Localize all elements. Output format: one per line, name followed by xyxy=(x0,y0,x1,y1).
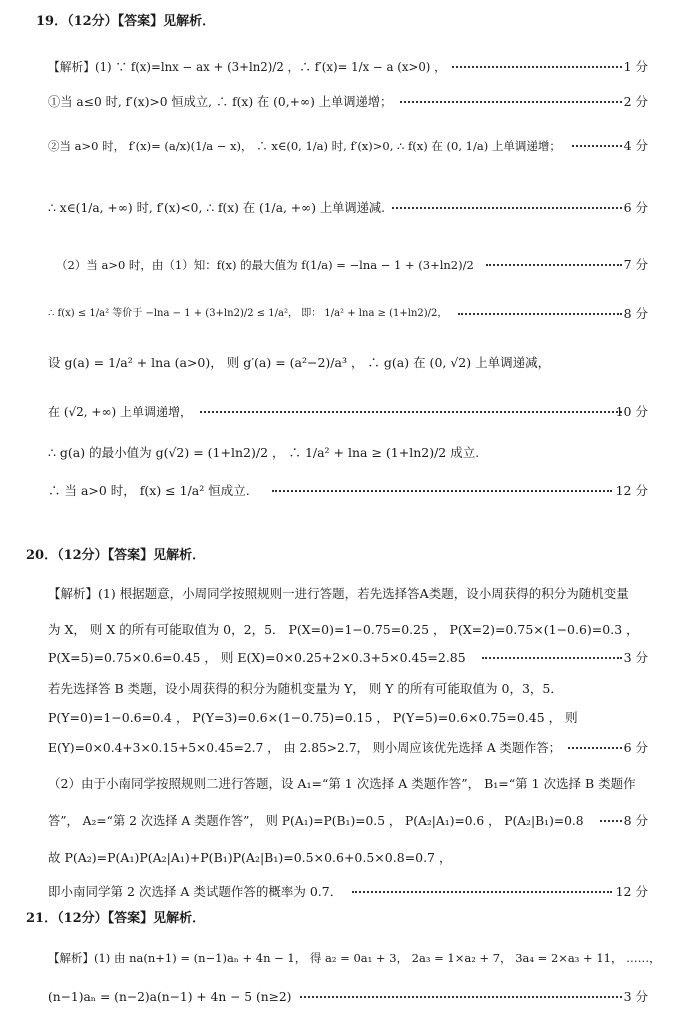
score-mark: 4 分 xyxy=(623,138,648,153)
problem-title-text: 21．（12分）【答案】见解析． xyxy=(26,911,206,926)
solution-text: ∴ x∈(1/a, +∞) 时, f′(x)<0, ∴ f(x) 在 (1/a, +∞) 上单调递减. xyxy=(48,201,386,215)
solution-text: ②当 a>0 时， f′(x)= (a/x)(1/a − x)， ∴ x∈(0, 1/a) 时, f′(x)>0, ∴ f(x) 在 (0, 1/a) 上单调递增； xyxy=(48,139,561,153)
problem-20-line-6 xyxy=(0,733,692,763)
solution-text: 【解析】(1) 由 na(n+1) = (n−1)aₙ + 4n − 1， 得 a₂ = 0a₁ + 3， 2a₃ = 1×a₂ + 7， 3a₄ = 2×a₃ + 11， ……， xyxy=(48,951,661,965)
solution-text: 在 (√2, +∞) 上单调递增， xyxy=(48,405,192,419)
problem-19-line-7 xyxy=(0,348,692,378)
problem-20-line-3 xyxy=(0,643,692,673)
solution-text: 为 X， 则 X 的所有可能取值为 0，2，5． P(X=0)=1−0.75=0.25 ， P(X=2)=0.75×(1−0.6)=0.3 ， xyxy=(48,622,639,637)
score-mark: 6 分 xyxy=(623,740,648,755)
solution-text: （2）由于小南同学按照规则二进行答题，设 A₁=“第 1 次选择 A 类题作答”， B₁=“第 1 次选择 B 类题作 xyxy=(48,776,636,791)
problem-19-line-4 xyxy=(0,193,692,223)
problem-20-line-4 xyxy=(0,674,692,704)
solution-text: ①当 a≤0 时, f′(x)>0 恒成立, ∴ f(x) 在 (0,+∞) 上单调递增； xyxy=(48,95,393,109)
score-mark: 10 分 xyxy=(615,404,648,419)
solution-text: 【解析】(1) 根据题意，小周同学按照规则一进行答题，若先选择答A类题，设小周获得的积分为随机变量 xyxy=(48,586,629,601)
problem-19-line-9 xyxy=(0,438,692,468)
problem-20-line-1 xyxy=(0,579,692,609)
solution-text: 故 P(A₂)=P(A₁)P(A₂|A₁)+P(B₁)P(A₂|B₁)=0.5×0.6+0.5×0.8=0.7 ， xyxy=(48,850,452,865)
problem-20-line-2 xyxy=(0,615,692,645)
solution-text: (n−1)aₙ = (n−2)a(n−1) + 4n − 5 (n≥2) xyxy=(48,990,292,1004)
dot-leader xyxy=(482,657,622,659)
problem-19-line-1 xyxy=(0,52,692,82)
problem-21-line-2 xyxy=(0,982,692,1012)
solution-text: 若先选择答 B 类题，设小周获得的积分为随机变量为 Y， 则 Y 的所有可能取值为 0，3，5． xyxy=(48,681,563,696)
solution-text: 即小南同学第 2 次选择 A 类试题作答的概率为 0.7． xyxy=(48,884,343,899)
problem-20-line-7 xyxy=(0,769,692,799)
problem-20-title xyxy=(0,541,692,571)
problem-21-title xyxy=(0,904,692,934)
problem-20-line-5 xyxy=(0,703,692,733)
dot-leader xyxy=(392,207,622,209)
solution-text: （2）当 a>0 时，由（1）知：f(x) 的最大值为 f(1/a) = −lna − 1 + (3+ln2)/2 xyxy=(56,258,474,272)
problem-19-title xyxy=(0,7,692,37)
dot-leader xyxy=(272,490,612,492)
score-mark: 8 分 xyxy=(623,306,648,321)
solution-text: ∴ f(x) ≤ 1/a² 等价于 −lna − 1 + (3+ln2)/2 ≤ 1/a²， 即： 1/a² + lna ≥ (1+ln2)/2， xyxy=(48,308,448,319)
solution-text: P(Y=0)=1−0.6=0.4 ， P(Y=3)=0.6×(1−0.75)=0.15 ， P(Y=5)=0.6×0.75=0.45 ， 则 xyxy=(48,710,578,725)
score-mark: 2 分 xyxy=(623,94,648,109)
problem-title-text: 19．（12分）【答案】见解析． xyxy=(36,14,216,29)
score-mark: 1 分 xyxy=(623,59,648,74)
solution-text: ∴ 当 a>0 时， f(x) ≤ 1/a² 恒成立. xyxy=(48,483,250,498)
score-mark: 7 分 xyxy=(623,257,648,272)
problem-19-line-10 xyxy=(0,476,692,506)
score-mark: 6 分 xyxy=(623,200,648,215)
dot-leader xyxy=(486,264,622,266)
problem-19-line-3 xyxy=(0,131,692,161)
problem-20-line-10 xyxy=(0,877,692,907)
problem-19-line-8 xyxy=(0,397,692,427)
dot-leader xyxy=(352,891,612,893)
score-mark: 12 分 xyxy=(615,884,648,899)
dot-leader xyxy=(458,313,622,315)
solution-text: 设 g(a) = 1/a² + lna (a>0)， 则 g′(a) = (a²−2)/a³ ， ∴ g(a) 在 (0, √2) 上单调递减， xyxy=(48,355,551,370)
problem-19-line-2 xyxy=(0,87,692,117)
dot-leader xyxy=(572,145,622,147)
dot-leader xyxy=(568,747,622,749)
dot-leader xyxy=(400,101,622,103)
problem-19-line-6 xyxy=(0,299,692,329)
dot-leader xyxy=(600,820,622,822)
dot-leader xyxy=(200,411,622,413)
solution-text: 答”， A₂=“第 2 次选择 A 类题作答”， 则 P(A₁)=P(B₁)=0.5 ， P(A₂|A₁)=0.6 ， P(A₂|B₁)=0.8 xyxy=(48,814,584,828)
solution-text: ∴ g(a) 的最小值为 g(√2) = (1+ln2)/2 ， ∴ 1/a² + lna ≥ (1+ln2)/2 成立. xyxy=(48,445,480,460)
dot-leader xyxy=(300,996,622,998)
score-mark: 8 分 xyxy=(623,813,648,828)
score-mark: 3 分 xyxy=(623,650,648,665)
problem-title-text: 20．（12分）【答案】见解析． xyxy=(26,548,206,563)
score-mark: 12 分 xyxy=(615,483,648,498)
solution-text: P(X=5)=0.75×0.6=0.45 ， 则 E(X)=0×0.25+2×0.3+5×0.45=2.85 xyxy=(48,650,466,665)
solution-text: E(Y)=0×0.4+3×0.15+5×0.45=2.7 ， 由 2.85>2.7， 则小周应该优先选择 A 类题作答； xyxy=(48,741,561,755)
solution-text: 【解析】(1) ∵ f(x)=lnx − ax + (3+ln2)/2 ，∴ f′(x)= 1/x − a (x>0) ， xyxy=(48,60,446,74)
problem-21-line-1 xyxy=(0,943,692,973)
problem-20-line-8 xyxy=(0,806,692,836)
score-mark: 3 分 xyxy=(623,989,648,1004)
dot-leader xyxy=(452,66,622,68)
problem-19-line-5 xyxy=(0,250,692,280)
problem-20-line-9 xyxy=(0,843,692,873)
